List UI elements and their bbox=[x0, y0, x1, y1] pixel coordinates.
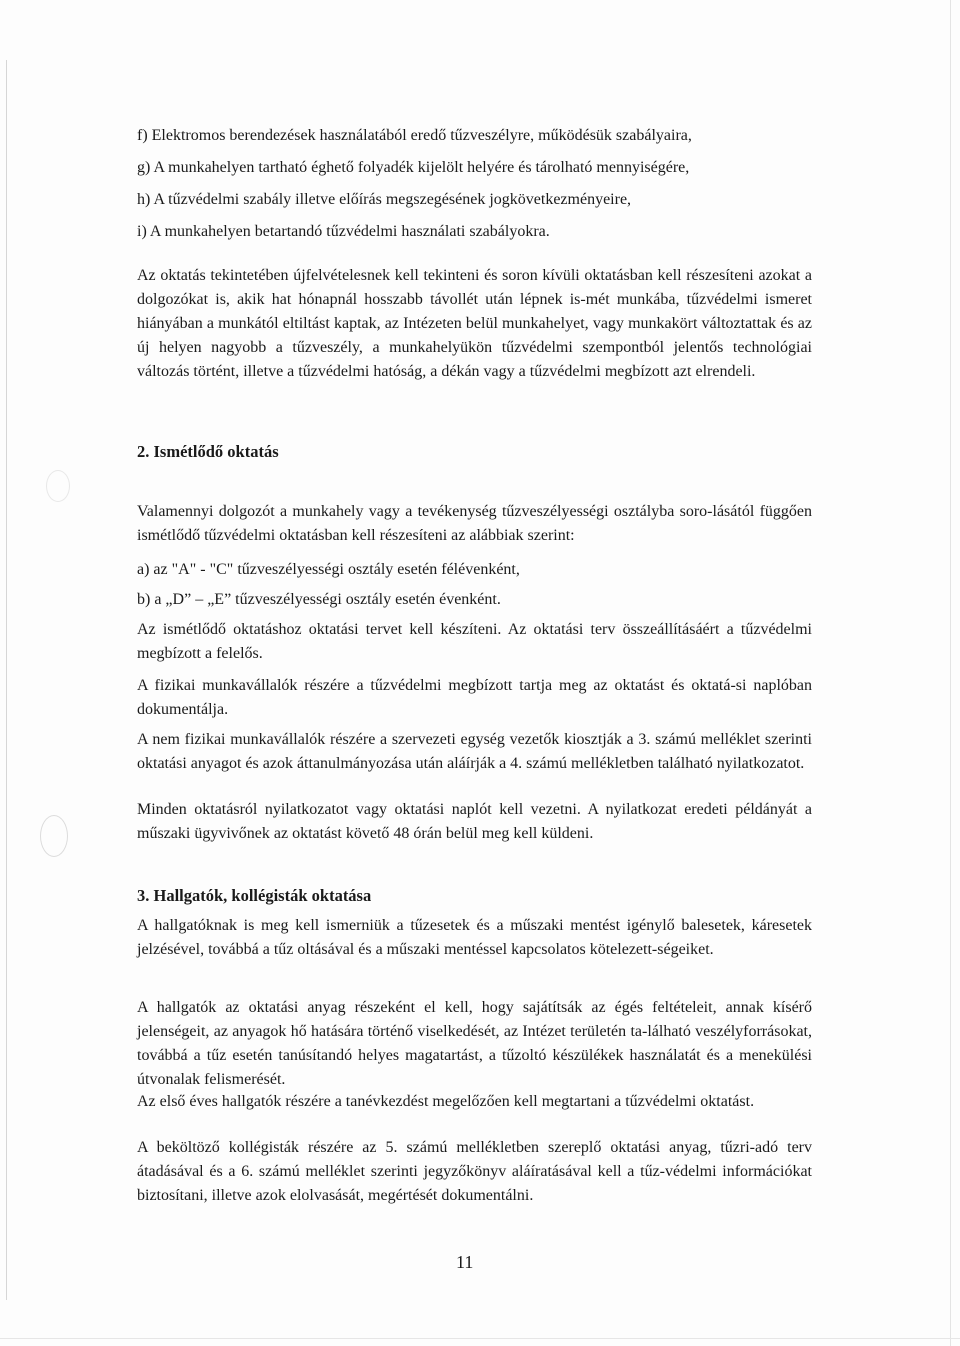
section-2-item-b: b) a „D” – „E” tűzveszélyességi osztály esetén évenként. bbox=[137, 591, 501, 608]
punch-hole-mark bbox=[40, 815, 68, 857]
list-item-f: f) Elektromos berendezések használatából eredő tűzveszélyre, működésük szabályaira, bbox=[137, 127, 692, 144]
section-2-paragraph: A nem fizikai munkavállalók részére a szervezeti egység vezetők kiosztják a 3. számú melléklet szerinti oktatási anyagot és azok áttanulmányozása után aláírják a 4. számú mellékletben található nyilatkozatot. bbox=[137, 731, 812, 772]
section-3-paragraph: A hallgatóknak is meg kell ismerniük a tűzesetek és a műszaki mentést igénylő balesetek, káresetek jelzésével, továbbá a tűz oltásával és a műszaki mentéssel kapcsolatos kötelezett-ségeiket. bbox=[137, 917, 812, 958]
intro-paragraph: Az oktatás tekintetében újfelvételesnek kell tekinteni és soron kívüli oktatásban kell részesíteni azokat a dolgozókat is, akik hat hónapnál hosszabb távollét után lépnek is-mét munkába, tűzvédelmi ismeret hiányában a munkától eltiltást kaptak, az Intézeten belül munkahelyet, vagy munkakört változtattak és az új helyen nagyobb a tűzveszély, a munkahelyükön tűzvédelmi szempontból jelentős technológiai változás történt, illetve a tűzvédelmi hatóság, a dékán vagy a tűzvédelmi megbízott azt elrendeli. bbox=[137, 267, 812, 380]
section-2-paragraph: Valamennyi dolgozót a munkahely vagy a tevékenység tűzveszélyességi osztályba soro-lásától függően ismétlődő tűzvédelmi oktatásban kell részesíteni az alábbiak szerint: bbox=[137, 503, 812, 544]
section-3-paragraph: Az első éves hallgatók részére a tanévkezdést megelőzően kell megtartani a tűzvédelmi oktatást. bbox=[137, 1093, 755, 1110]
scan-edge-left bbox=[6, 60, 7, 1300]
section-2-heading: 2. Ismétlődő oktatás bbox=[137, 442, 279, 461]
list-item-i: i) A munkahelyen betartandó tűzvédelmi használati szabályokra. bbox=[137, 223, 550, 240]
scan-edge-bottom bbox=[0, 1338, 960, 1339]
page-number: 11 bbox=[456, 1252, 474, 1272]
section-2-item-a: a) az "A" - "C" tűzveszélyességi osztály esetén félévenként, bbox=[137, 561, 520, 578]
section-3-heading: 3. Hallgatók, kollégisták oktatása bbox=[137, 886, 372, 905]
list-item-h: h) A tűzvédelmi szabály illetve előírás megszegésének jogkövetkezményeire, bbox=[137, 191, 632, 208]
punch-hole-mark bbox=[46, 470, 70, 502]
section-2-paragraph: A fizikai munkavállalók részére a tűzvédelmi megbízott tartja meg az oktatást és oktatá-si naplóban dokumentálja. bbox=[137, 677, 812, 718]
list-item-g: g) A munkahelyen tartható éghető folyadék kijelölt helyére és tárolható mennyiségére, bbox=[137, 159, 690, 176]
scan-edge-right bbox=[950, 0, 951, 1346]
section-2-paragraph: Az ismétlődő oktatáshoz oktatási tervet kell készíteni. Az oktatási terv összeállításáért a tűzvédelmi megbízott a felelős. bbox=[137, 621, 812, 662]
section-2-paragraph: Minden oktatásról nyilatkozatot vagy oktatási naplót kell vezetni. A nyilatkozat eredeti példányát a műszaki ügyvivőnek az oktatást követő 48 órán belül meg kell küldeni. bbox=[137, 801, 812, 842]
section-3-paragraph: A beköltöző kollégisták részére az 5. számú mellékletben szereplő oktatási anyag, tűzri-adó terv átadásával és a 6. számú melléklet szerinti jegyzőkönyv aláíratásával kell a tűz-védelmi információkat biztosítani, illetve azok elolvasását, megértését dokumentálni. bbox=[137, 1139, 812, 1204]
section-3-paragraph: A hallgatók az oktatási anyag részeként el kell, hogy sajátítsák az égés feltételeit, annak kísérő jelenségeit, az anyagok hő hatására történő viselkedését, az Intézet területén ta-lálható veszélyforrásokat, továbbá a tűz esetén tanúsítandó helyes magatartást, a tűzoltó készülékek használatát és a menekülési útvonalak felismerését. bbox=[137, 999, 812, 1088]
